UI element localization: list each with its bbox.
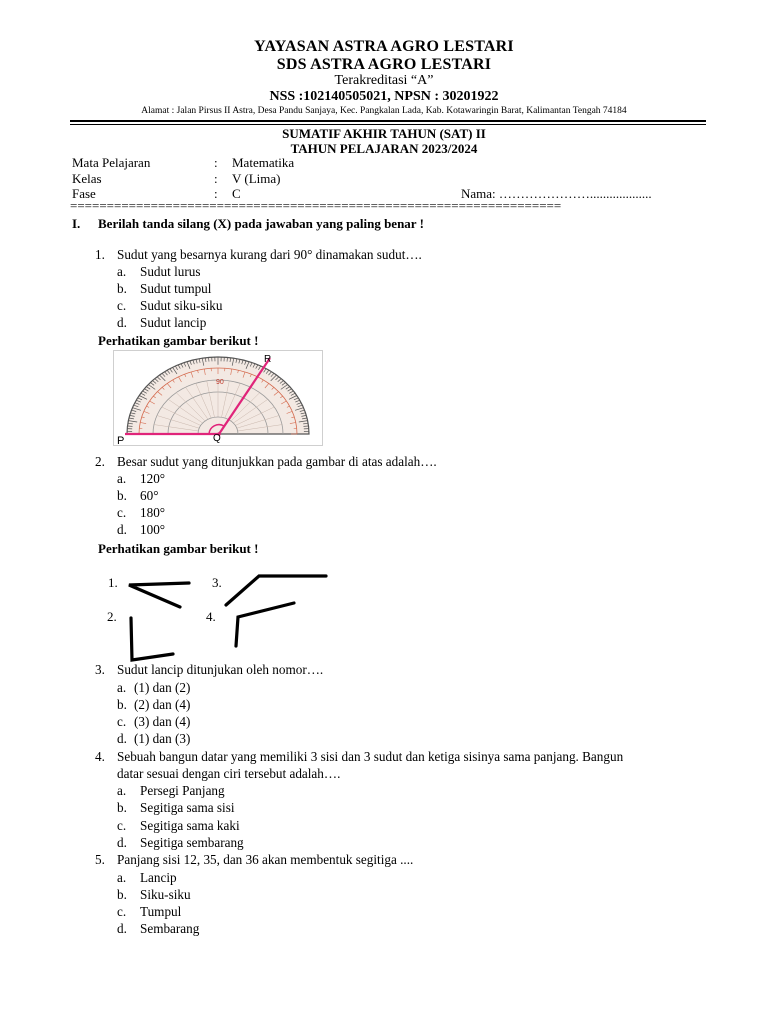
option-text: 120°: [140, 471, 166, 486]
option-text: (1) dan (2): [134, 680, 191, 695]
option-letter: b.: [117, 488, 127, 503]
protractor-figure: [113, 350, 323, 446]
angle-label-3: 3.: [212, 575, 222, 590]
observe-label-1: Perhatikan gambar berikut !: [98, 333, 259, 348]
question-number: 4.: [95, 749, 105, 764]
question-number: 3.: [95, 662, 105, 677]
label-q: Q: [213, 433, 221, 444]
option-letter: c.: [117, 714, 127, 729]
separator-line: ===================================================================: [70, 198, 562, 213]
option-letter: b.: [117, 281, 127, 296]
option-text: Sudut lurus: [140, 264, 201, 279]
option-text: Sudut lancip: [140, 315, 207, 330]
option-letter: d.: [117, 921, 127, 936]
option-text: (1) dan (3): [134, 731, 191, 746]
label-p: P: [117, 435, 125, 447]
question-number: 2.: [95, 454, 105, 469]
option-letter: c.: [117, 818, 127, 833]
question-text-continued: datar sesuai dengan ciri tersebut adalah….: [117, 766, 341, 781]
question-text: Sudut lancip ditunjukan oleh nomor….: [117, 662, 324, 677]
option-text: 180°: [140, 505, 166, 520]
angle-3: [226, 576, 326, 605]
question-text: Besar sudut yang ditunjukkan pada gambar di atas adalah….: [117, 454, 437, 469]
option-letter: a.: [117, 264, 127, 279]
option-letter: c.: [117, 298, 127, 313]
option-letter: a.: [117, 471, 127, 486]
question-text: Panjang sisi 12, 35, dan 36 akan membentuk segitiga ....: [117, 852, 414, 867]
label-r: R: [264, 354, 272, 365]
class-label: Kelas: [72, 171, 102, 186]
angle-1: [129, 583, 189, 607]
option-text: (2) dan (4): [134, 697, 191, 712]
angle-label-1: 1.: [108, 575, 118, 590]
exam-year: TAHUN PELAJARAN 2023/2024: [290, 141, 478, 156]
exam-title: SUMATIF AKHIR TAHUN (SAT) II: [282, 126, 486, 141]
option-text: Segitiga sembarang: [140, 835, 244, 850]
phase-value: C: [232, 186, 241, 201]
foundation-name: YAYASAN ASTRA AGRO LESTARI: [254, 38, 514, 55]
angle-label-2: 2.: [107, 609, 117, 624]
option-letter: c.: [117, 505, 127, 520]
observe-label-2: Perhatikan gambar berikut !: [98, 541, 259, 556]
option-letter: a.: [117, 783, 127, 798]
class-value: V (Lima): [232, 171, 281, 186]
option-letter: b.: [117, 697, 127, 712]
option-letter: a.: [117, 870, 127, 885]
subject-label: Mata Pelajaran: [72, 155, 151, 170]
question-number: 5.: [95, 852, 105, 867]
option-letter: b.: [117, 800, 127, 815]
accreditation: Terakreditasi “A”: [334, 73, 434, 88]
option-letter: d.: [117, 315, 127, 330]
option-text: Tumpul: [140, 904, 182, 919]
option-letter: d.: [117, 731, 127, 746]
question-text: Sebuah bangun datar yang memiliki 3 sisi dan 3 sudut dan ketiga sisinya sama panjang. Bangun: [117, 749, 624, 764]
option-text: Sembarang: [140, 921, 200, 936]
protractor-image: [113, 350, 323, 446]
header-rule-thin: [70, 124, 706, 125]
subject-value: Matematika: [232, 155, 295, 170]
option-text: Segitiga sama kaki: [140, 818, 240, 833]
school-name: SDS ASTRA AGRO LESTARI: [276, 56, 492, 73]
phase-label: Fase: [72, 186, 96, 201]
option-text: Siku-siku: [140, 887, 191, 902]
protractor-tick: [209, 357, 210, 361]
angle-label-4: 4.: [206, 609, 216, 624]
option-text: Sudut tumpul: [140, 281, 212, 296]
phase-colon: :: [214, 186, 218, 201]
section-number: I.: [72, 216, 81, 231]
option-letter: c.: [117, 904, 127, 919]
option-text: Lancip: [140, 870, 177, 885]
school-ids: NSS :102140505021, NPSN : 30201922: [269, 89, 499, 104]
option-letter: b.: [117, 887, 127, 902]
class-colon: :: [214, 171, 218, 186]
section-instruction: Berilah tanda silang (X) pada jawaban yang paling benar !: [98, 216, 424, 231]
option-letter: a.: [117, 680, 127, 695]
name-field: Nama: …………………...................: [461, 186, 652, 201]
protractor-90-mark: 90: [216, 379, 224, 386]
option-text: Segitiga sama sisi: [140, 800, 235, 815]
option-text: 100°: [140, 522, 166, 537]
option-text: 60°: [140, 488, 159, 503]
school-address: Alamat : Jalan Pirsus II Astra, Desa Pandu Sanjaya, Kec. Pangkalan Lada, Kab. Kotawaringin Barat, Kalimantan Tengah 74184: [141, 106, 627, 116]
option-text: Sudut siku-siku: [140, 298, 223, 313]
question-text: Sudut yang besarnya kurang dari 90° dinamakan sudut….: [117, 247, 422, 262]
option-text: (3) dan (4): [134, 714, 191, 729]
option-text: Persegi Panjang: [140, 783, 225, 798]
option-letter: d.: [117, 522, 127, 537]
question-number: 1.: [95, 247, 105, 262]
header-rule-thick: [70, 120, 706, 122]
option-letter: d.: [117, 835, 127, 850]
protractor-tick: [227, 357, 228, 361]
angle-2: [131, 618, 173, 660]
angle-4: [236, 603, 294, 646]
subject-colon: :: [214, 155, 218, 170]
